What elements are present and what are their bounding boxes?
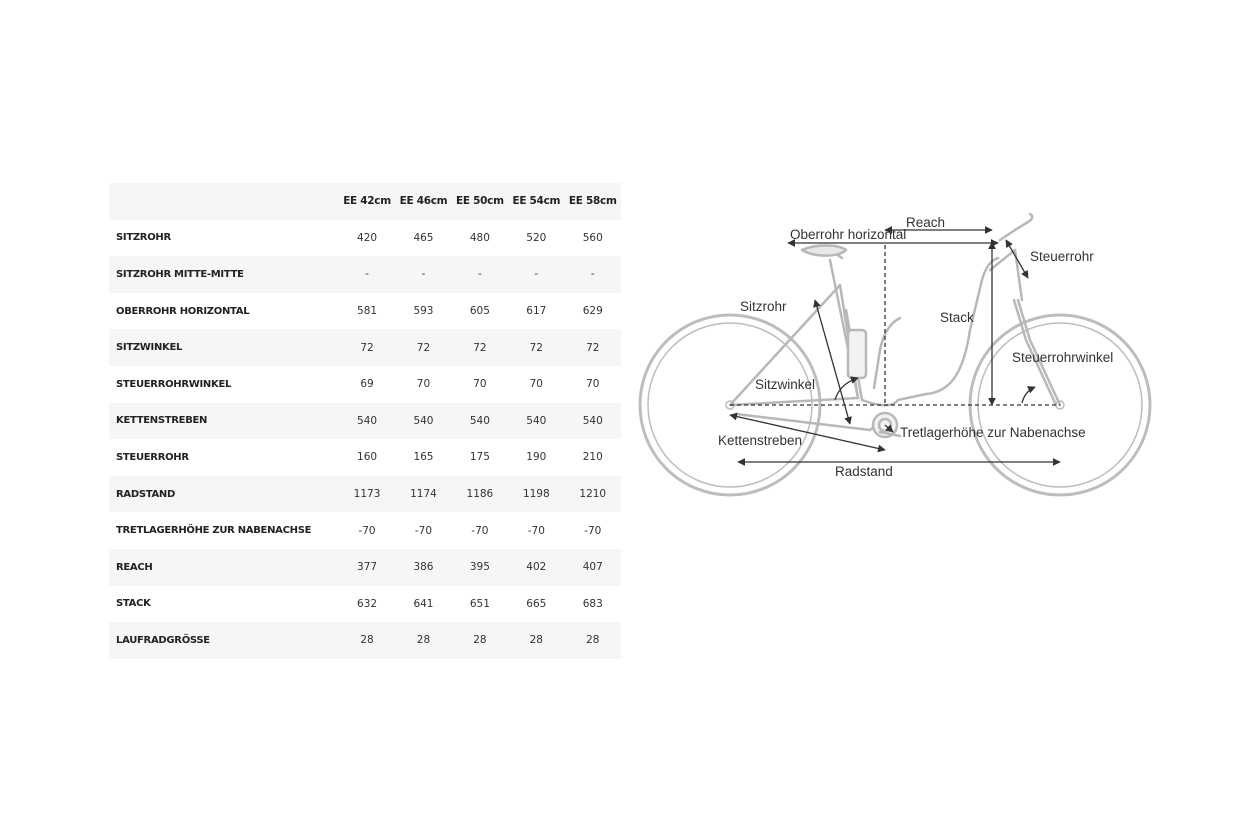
row-label: TRETLAGERHÖHE ZUR NABENACHSE bbox=[116, 525, 312, 537]
label-sitzwinkel: Sitzwinkel bbox=[755, 377, 816, 392]
label-steuerrohr: Steuerrohr bbox=[1030, 249, 1094, 264]
row-value: - bbox=[365, 268, 369, 281]
table-row bbox=[109, 476, 621, 513]
table-header-row bbox=[109, 183, 621, 220]
row-value: 540 bbox=[357, 414, 378, 427]
row-value: 160 bbox=[357, 451, 378, 464]
row-label: SITZROHR MITTE-MITTE bbox=[116, 268, 244, 280]
row-value: 605 bbox=[469, 305, 490, 318]
row-value: -70 bbox=[471, 524, 489, 537]
row-value: 72 bbox=[529, 341, 543, 354]
table-row bbox=[109, 512, 621, 549]
row-value: - bbox=[477, 268, 482, 281]
row-label: SITZROHR bbox=[116, 232, 171, 244]
row-label: SITZWINKEL bbox=[116, 342, 183, 354]
row-value: - bbox=[534, 268, 539, 281]
row-value: 465 bbox=[413, 231, 434, 244]
row-value: 28 bbox=[529, 634, 543, 647]
label-oberrohr-horizontal: Oberrohr horizontal bbox=[790, 227, 907, 242]
table-row bbox=[109, 329, 621, 366]
row-value: 70 bbox=[416, 378, 431, 391]
row-value: 70 bbox=[529, 378, 543, 391]
row-value: 72 bbox=[473, 341, 487, 354]
row-value: 165 bbox=[413, 451, 434, 464]
row-value: 683 bbox=[582, 597, 603, 610]
table-row bbox=[109, 586, 621, 623]
header-label-cell bbox=[109, 183, 339, 220]
row-value: 28 bbox=[586, 634, 600, 647]
row-value: 72 bbox=[416, 341, 431, 354]
row-value: 480 bbox=[469, 231, 490, 244]
row-value: 665 bbox=[526, 597, 547, 610]
row-value: 72 bbox=[586, 341, 600, 354]
row-value: 540 bbox=[526, 414, 547, 427]
table-row bbox=[109, 439, 621, 476]
row-value: 210 bbox=[582, 451, 603, 464]
row-label: KETTENSTREBEN bbox=[116, 415, 208, 427]
row-label: LAUFRADGRÖSSE bbox=[116, 634, 210, 646]
size-header: EE 54cm bbox=[512, 195, 561, 208]
row-value: 175 bbox=[469, 451, 490, 464]
label-kettenstreben: Kettenstreben bbox=[718, 433, 803, 448]
row-value: -70 bbox=[527, 524, 545, 537]
row-value: 1173 bbox=[353, 488, 381, 501]
row-value: 402 bbox=[526, 561, 547, 574]
row-label: STACK bbox=[116, 598, 151, 610]
row-value: 593 bbox=[413, 305, 434, 318]
table-row bbox=[109, 549, 621, 586]
table-row bbox=[109, 256, 621, 293]
row-value: 1174 bbox=[410, 488, 437, 501]
size-header: EE 46cm bbox=[399, 195, 448, 208]
row-value: 1186 bbox=[466, 488, 494, 501]
row-value: - bbox=[590, 268, 595, 281]
label-stack: Stack bbox=[940, 310, 974, 325]
row-value: 632 bbox=[357, 597, 378, 610]
table-row bbox=[109, 366, 621, 403]
label-sitzrohr: Sitzrohr bbox=[740, 299, 787, 314]
row-value: 190 bbox=[526, 451, 547, 464]
table-body bbox=[109, 220, 621, 659]
row-value: 1198 bbox=[522, 488, 550, 501]
table-row bbox=[109, 220, 621, 257]
row-value: 540 bbox=[469, 414, 490, 427]
row-value: 386 bbox=[413, 561, 434, 574]
row-value: 540 bbox=[413, 414, 434, 427]
row-value: 28 bbox=[360, 634, 374, 647]
row-value: 520 bbox=[526, 231, 547, 244]
row-value: 651 bbox=[469, 597, 490, 610]
row-value: 1210 bbox=[579, 488, 607, 501]
row-value: 72 bbox=[360, 341, 374, 354]
label-tretlagerhoehe: Tretlagerhöhe zur Nabenachse bbox=[900, 425, 1086, 440]
row-value: 617 bbox=[526, 305, 547, 318]
row-value: 28 bbox=[416, 634, 431, 647]
label-radstand: Radstand bbox=[835, 464, 893, 479]
size-header: EE 42cm bbox=[343, 195, 391, 208]
row-value: 560 bbox=[582, 231, 603, 244]
row-value: 581 bbox=[357, 305, 378, 318]
row-label: REACH bbox=[116, 561, 153, 573]
table-row bbox=[109, 622, 621, 659]
row-value: -70 bbox=[584, 524, 602, 537]
row-value: 70 bbox=[473, 378, 487, 391]
row-value: 377 bbox=[357, 561, 378, 574]
row-value: 540 bbox=[582, 414, 603, 427]
row-value: 407 bbox=[582, 561, 603, 574]
table-row bbox=[109, 293, 621, 330]
row-value: -70 bbox=[358, 524, 376, 537]
row-label: STEUERROHRWINKEL bbox=[116, 378, 232, 390]
row-value: -70 bbox=[414, 524, 433, 537]
row-value: 69 bbox=[360, 378, 374, 391]
row-label: OBERROHR HORIZONTAL bbox=[116, 305, 250, 317]
label-steuerrohrwinkel: Steuerrohrwinkel bbox=[1012, 350, 1114, 365]
table-row bbox=[109, 403, 621, 440]
row-value: 629 bbox=[582, 305, 603, 318]
geometry-table bbox=[109, 183, 621, 659]
row-value: 70 bbox=[586, 378, 600, 391]
row-value: 420 bbox=[357, 231, 378, 244]
row-value: - bbox=[421, 268, 426, 281]
row-label: RADSTAND bbox=[116, 488, 175, 500]
row-value: 28 bbox=[473, 634, 487, 647]
row-value: 395 bbox=[469, 561, 490, 574]
row-value: 641 bbox=[413, 597, 434, 610]
size-header: EE 50cm bbox=[456, 195, 504, 208]
row-label: STEUERROHR bbox=[116, 451, 189, 463]
label-reach: Reach bbox=[906, 215, 946, 230]
size-header: EE 58cm bbox=[568, 195, 617, 208]
bike-geometry-diagram bbox=[630, 200, 1170, 510]
